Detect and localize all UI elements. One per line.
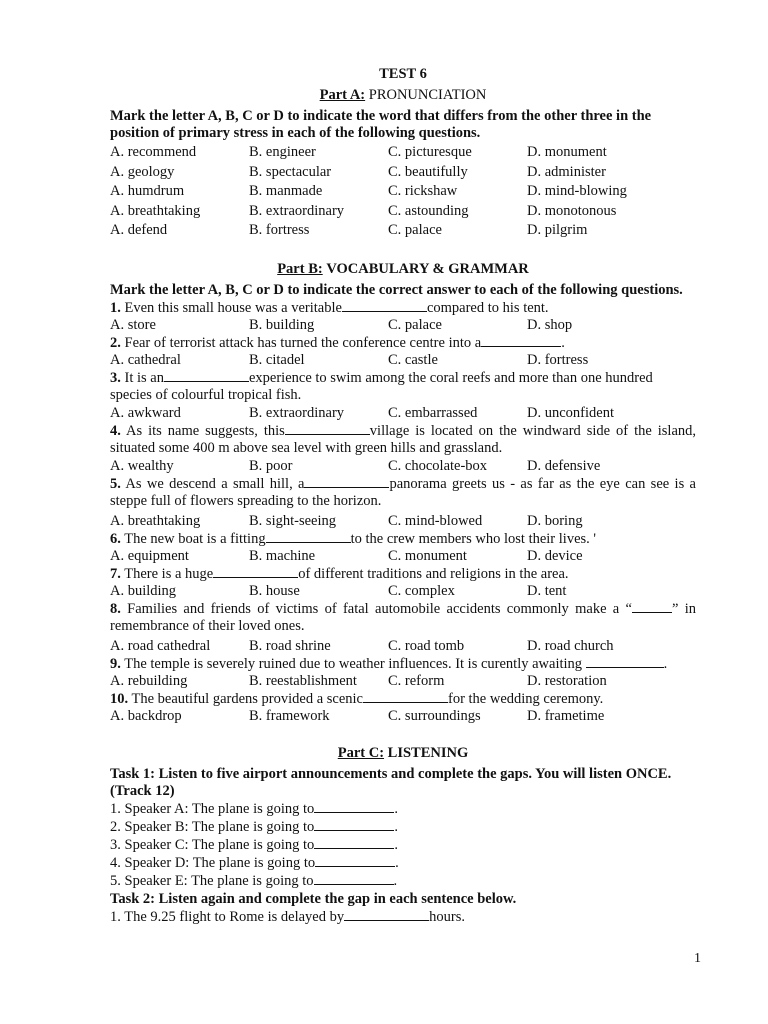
answer-blank [164,369,249,382]
part-a-options [110,143,696,241]
option-c: C. astounding [388,202,469,219]
option-a: A. awkward [110,404,181,421]
speaker-text: 5. Speaker E: The plane is going to [110,872,314,889]
part-b-instruction: Mark the letter A, B, C or D to indicate the correct answer to each of the following questions. [110,281,683,298]
option-d: D. monument [527,144,607,160]
speaker-line: 5. Speaker E: The plane is going to . [110,872,398,889]
question-text: . [663,655,668,672]
question-text: The new boat is a fitting [120,530,266,547]
pronunciation-row [110,182,696,202]
option-c: C. embarrassed [388,404,478,421]
question-stem [110,369,696,404]
options-row [110,352,696,369]
question-number: 4. [110,422,121,439]
question-text: Families and friends of victims of fatal automobile accidents commonly make a “ [120,600,632,617]
option-c: C. reform [388,672,445,689]
option-c: C. chocolate-box [388,457,488,474]
question-text: experience to swim among the coral reefs and more than one hundred species of colourful tropical fish. [110,369,653,403]
pronunciation-row [110,202,696,222]
pronunciation-row [110,221,696,241]
option-d: D. fortress [527,351,589,368]
question-text: . [561,334,565,351]
option-a: A. recommend [110,144,197,160]
option-d: D. tent [527,582,567,599]
question-text: ” in remembrance of their loved ones. [110,600,696,634]
option-d: D. unconfident [527,404,614,421]
worksheet-page [110,66,696,926]
question-text: The temple is severely ruined due to weather influences. It is curently awaiting [120,655,583,672]
question-text: compared to his tent. [426,299,549,316]
option-b: B. extraordinary [249,202,345,219]
question-text: Fear of terrorist attack has turned the conference centre into a [120,334,482,351]
question-stem [110,334,696,352]
task1-instruction: Task 1: Listen to five airport announcements and complete the gaps. You will listen ONCE. (Track 12) [110,765,672,799]
question-text: of different traditions and religions in the area. [298,565,569,582]
part-b-heading [110,261,696,280]
question-number: 6. [110,530,121,547]
question-number: 1. [110,299,121,316]
option-c: C. castle [388,351,438,368]
test-title: TEST 6 [379,66,427,82]
part-b-title: VOCABULARY & GRAMMAR [326,260,529,277]
question-number: 3. [110,369,121,386]
option-b: B. reestablishment [249,672,357,689]
option-b: B. manmade [249,183,323,200]
question-number: 2. [110,334,121,351]
part-a-label: Part A: [319,87,366,103]
options-row [110,513,696,530]
option-c: C. surroundings [388,707,481,724]
option-c: C. complex [388,582,455,599]
question-stem [110,475,696,510]
options-row [110,548,696,565]
question-number: 8. [110,600,121,617]
answer-blank [315,854,395,867]
question-number: 7. [110,565,121,582]
question-number: 5. [110,475,121,492]
speaker-text: 3. Speaker C: The plane is going to [110,836,315,853]
answer-blank [266,530,351,543]
answer-blank [586,655,664,668]
option-c: C. palace [388,222,442,239]
option-d: D. shop [527,316,573,333]
question-stem [110,422,696,457]
option-a: A. cathedral [110,351,181,368]
option-c: C. rickshaw [388,183,458,200]
part-c-heading [110,745,696,764]
speaker-line: 3. Speaker C: The plane is going to . [110,836,398,853]
option-a: A. breathtaking [110,512,201,529]
question-stem [110,565,696,583]
speaker-line: 2. Speaker B: The plane is going to . [110,818,398,835]
answer-blank [344,908,429,921]
option-b: B. building [249,316,315,333]
answer-blank [314,872,394,885]
answer-blank [314,800,394,813]
option-b: B. road shrine [249,637,331,654]
option-a: A. geology [110,163,175,180]
option-a: A. wealthy [110,457,174,474]
question-stem [110,530,696,548]
answer-blank [632,600,672,613]
question-text: There is a huge [120,565,214,582]
answer-blank [304,475,389,488]
speaker-line: 1. Speaker A: The plane is going to . [110,800,398,817]
option-d: D. frametime [527,707,605,724]
question-text: village is located on the windward side of the island, situated some 400 m above sea level with green hills and grassland. [110,422,696,456]
option-d: D. road church [527,637,614,654]
option-d: D. boring [527,512,583,529]
option-a: A. road cathedral [110,637,211,654]
question-text: panorama greets us - as far as the eye can see is a steppe full of flowers spreading to the horizon. [110,475,696,509]
option-a: A. building [110,582,177,599]
answer-blank [481,334,561,347]
option-b: B. engineer [249,144,316,160]
option-a: A. backdrop [110,707,182,724]
answer-blank [363,690,448,703]
option-b: B. framework [249,707,330,724]
option-b: B. fortress [249,222,310,239]
question-stem [110,600,696,635]
part-a-title: PRONUNCIATION [368,87,487,103]
question-text: to the crew members who lost their lives. ' [350,530,597,547]
question-text: hours. [429,908,465,925]
option-d: D. administer [527,163,606,180]
speaker-text: 2. Speaker B: The plane is going to [110,818,315,835]
question-text: As its name suggests, this [120,422,285,439]
question-number: 9. [110,655,121,672]
question-text: 1. The 9.25 flight to Rome is delayed by [110,908,345,925]
option-a: A. defend [110,222,168,239]
question-stem [110,655,696,673]
option-b: B. poor [249,457,293,474]
option-a: A. humdrum [110,183,185,200]
option-d: D. restoration [527,672,607,689]
option-b: B. spectacular [249,163,332,180]
part-a-instruction: Mark the letter A, B, C or D to indicate the word that differs from the other three in the position of primary stress in each of the following questions. [110,108,652,141]
options-row [110,405,696,422]
option-b: B. sight-seeing [249,512,336,529]
answer-blank [342,299,427,312]
answer-blank [314,818,394,831]
question-text: for the wedding ceremony. [448,690,604,707]
option-c: C. road tomb [388,637,465,654]
options-row [110,638,696,655]
task2-question [110,908,696,926]
question-number: 10. [110,690,129,707]
option-c: C. monument [388,547,467,564]
option-a: A. rebuilding [110,672,188,689]
options-row [110,673,696,690]
options-row [110,458,696,475]
option-d: D. device [527,547,583,564]
option-c: C. mind-blowed [388,512,483,529]
part-a-heading [110,87,696,106]
option-c: C. beautifully [388,163,468,180]
answer-blank [314,836,394,849]
question-text: It is an [120,369,164,386]
question-text: The beautiful gardens provided a scenic [128,690,363,707]
option-a: A. breathtaking [110,202,201,219]
option-a: A. store [110,316,156,333]
options-row [110,583,696,600]
pronunciation-row [110,143,696,163]
option-a: A. equipment [110,547,189,564]
option-d: D. defensive [527,457,601,474]
option-d: D. monotonous [527,202,617,219]
question-text: As we descend a small hill, a [120,475,305,492]
page-number: 1 [694,951,701,966]
question-stem [110,690,696,708]
part-b-questions [110,299,696,725]
question-stem [110,299,696,317]
options-row [110,317,696,334]
task2-instruction: Task 2: Listen again and complete the gap in each sentence below. [110,890,517,907]
part-c-label: Part C: [337,744,385,761]
speaker-text: 4. Speaker D: The plane is going to [110,854,316,871]
question-text: Even this small house was a veritable [120,299,342,316]
option-d: D. mind-blowing [527,183,627,200]
option-b: B. citadel [249,351,305,368]
part-b-label: Part B: [277,260,323,277]
option-b: B. machine [249,547,316,564]
answer-blank [213,565,298,578]
option-b: B. house [249,582,300,599]
pronunciation-row [110,163,696,183]
option-c: C. palace [388,316,442,333]
option-d: D. pilgrim [527,222,588,239]
options-row [110,708,696,725]
part-c-title: LISTENING [387,744,469,761]
option-b: B. extraordinary [249,404,345,421]
answer-blank [285,422,370,435]
speaker-line: 4. Speaker D: The plane is going to . [110,854,399,871]
speaker-text: 1. Speaker A: The plane is going to [110,800,315,817]
option-c: C. picturesque [388,144,472,160]
